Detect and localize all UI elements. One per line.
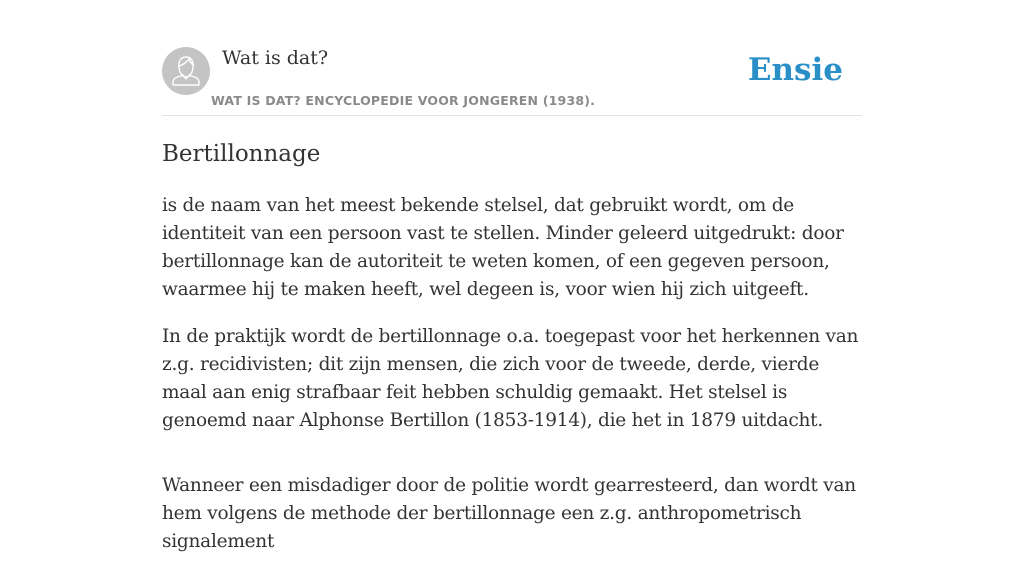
article	[162, 138, 862, 575]
source-header	[162, 46, 862, 116]
source-title[interactable]: Wat is dat?	[222, 47, 329, 69]
article-title: Bertillonnage	[162, 141, 321, 167]
article-paragraph: In de praktijk wordt de bertillonnage o.a. toegepast voor het herkennen van z.g. recidivisten; dit zijn mensen, die zich voor de tweede, derde, vierde maal aan enig strafbaar feit hebben schuldig gemaakt. Het stelsel is genoemd naar Alphonse Bertillon (1853-1914), die het in 1879 uitdacht.	[162, 326, 859, 431]
source-subtitle[interactable]: WAT IS DAT? ENCYCLOPEDIE VOOR JONGEREN (1938).	[211, 93, 596, 108]
user-outline-icon	[162, 47, 210, 95]
source-avatar[interactable]	[162, 47, 210, 95]
article-paragraph: is de naam van het meest bekende stelsel, dat gebruikt wordt, om de identiteit van een persoon vast te stellen. Minder geleerd uitgedrukt: door bertillonnage kan de autoriteit te weten komen, of een gegeven persoon, waarmee hij te maken heeft, wel degeen is, voor wien hij zich uitgeeft.	[162, 195, 844, 300]
article-paragraph: Wanneer een misdadiger door de politie wordt gearresteerd, dan wordt van hem volgens de methode der bertillonnage een z.g. anthropometrisch signalement	[162, 475, 856, 552]
ensie-logo[interactable]: Ensie	[747, 52, 843, 88]
